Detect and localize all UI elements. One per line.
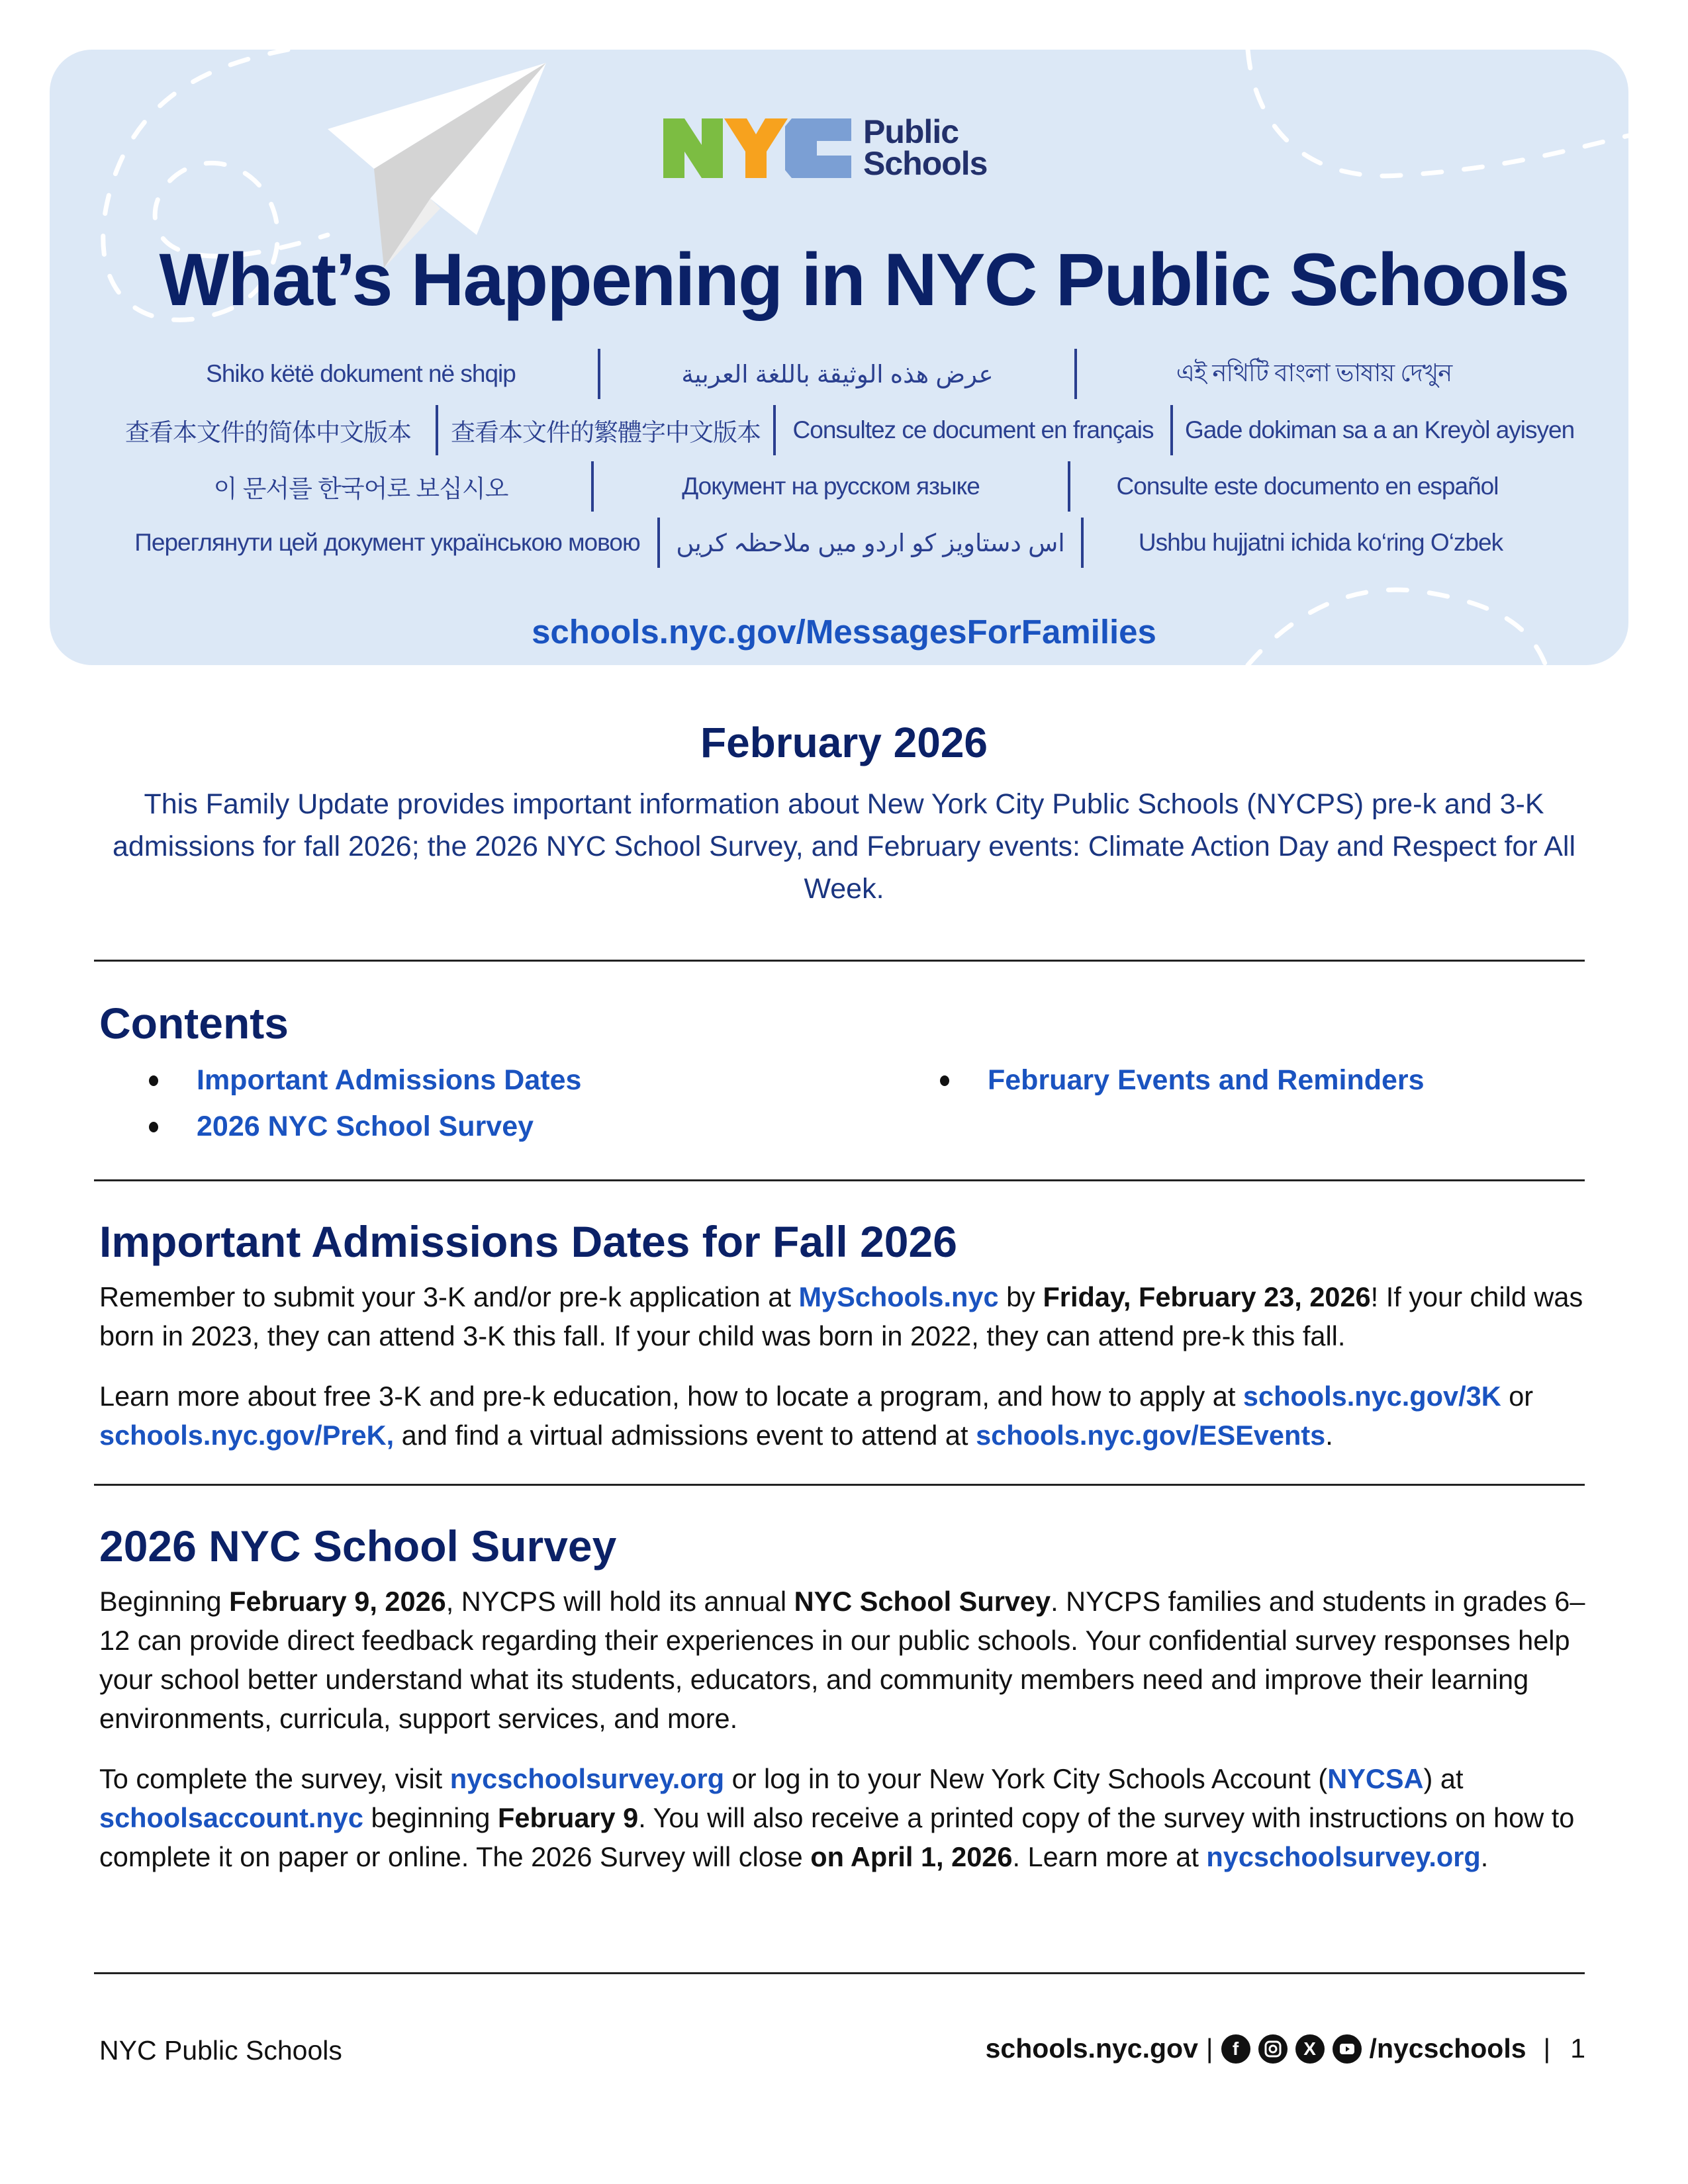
lang-link-haitian-creole[interactable]: Gade dokiman sa a an Kreyòl ayisyen: [1185, 416, 1575, 443]
admissions-heading: Important Admissions Dates for Fall 2026: [99, 1217, 957, 1266]
admissions-paragraph-1: Remember to submit your 3-K and/or pre-k application at MySchools.nyc by Friday, February 23, 2026! If your child was born in 2023, they can attend 3-K this fall. If your child was born in 2022, they can attend pre-k this fall.: [99, 1281, 1583, 1351]
divider: [94, 1972, 1585, 1974]
intro-text: This Family Update provides important information about New York City Public Schools (NYCPS) pre-k and 3-K admissions for fall 2026; the 2026 NYC School Survey, and February events: Climate Action Day and Respect for All Week.: [112, 788, 1576, 905]
language-row-3: [93, 460, 1582, 513]
lang-link-french[interactable]: Consultez ce document en français: [792, 416, 1154, 443]
nyc-public-schools-logo: [662, 113, 987, 182]
divider: [94, 960, 1585, 962]
divider: [94, 1179, 1585, 1181]
lang-link-spanish[interactable]: Consulte este documento en español: [1116, 473, 1499, 500]
separator: [1068, 461, 1070, 512]
survey-paragraph-1: Beginning February 9, 2026, NYCPS will hold its annual NYC School Survey. NYCPS families and students in grades 6–12 can provide direct feedback regarding their experiences in our public schools. Your confidential survey responses help your school better understand what its students, educators, and community members need and improve their learning environments, curricula, support services, and more.: [99, 1586, 1585, 1734]
separator: [773, 405, 776, 455]
toc-item-february-events[interactable]: February Events and Reminders: [940, 1064, 1425, 1097]
separator: [657, 518, 660, 568]
survey-paragraph-2: To complete the survey, visit nycschoolsurvey.org or log in to your New York City Schools Account (NYCSA) at schoolsaccount.nyc beginning February 9. You will also receive a printed copy of the survey with instructions on how to complete it on paper or online. The 2026 Survey will close on April 1, 2026. Learn more at nycschoolsurvey.org.: [99, 1763, 1575, 1872]
footer-site-link[interactable]: schools.nyc.gov: [985, 2033, 1198, 2064]
social-handle[interactable]: /nycschools: [1369, 2033, 1526, 2064]
prek-link[interactable]: schools.nyc.gov/PreK,: [99, 1420, 395, 1451]
separator: |: [1543, 2033, 1551, 2064]
page-title: What’s Happening in NYC Public Schools: [159, 238, 1569, 321]
facebook-icon[interactable]: f: [1221, 2034, 1250, 2064]
lang-link-russian[interactable]: Документ на русском языке: [682, 473, 980, 500]
separator: [1074, 349, 1077, 399]
schoolsaccount-link[interactable]: schoolsaccount.nyc: [99, 1802, 363, 1833]
separator: [1081, 518, 1084, 568]
messages-for-families-link[interactable]: schools.nyc.gov/MessagesForFamilies: [532, 613, 1156, 651]
instagram-icon[interactable]: [1258, 2034, 1288, 2064]
language-row-2: [93, 404, 1582, 457]
lang-link-chinese-traditional[interactable]: 查看本文件的繁體字中文版本: [451, 419, 761, 446]
footer-links: [986, 2033, 1585, 2064]
youtube-icon[interactable]: [1333, 2034, 1362, 2064]
divider: [94, 1484, 1585, 1486]
contents-heading: Contents: [99, 999, 289, 1048]
separator: |: [1205, 2033, 1213, 2064]
myschools-link[interactable]: MySchools.nyc: [798, 1281, 999, 1312]
separator: [1170, 405, 1173, 455]
lang-link-arabic[interactable]: عرض هذه الوثيقة باللغة العربية: [681, 360, 994, 388]
x-icon[interactable]: X: [1295, 2034, 1325, 2064]
lang-link-urdu[interactable]: اس دستاویز کو اردو میں ملاحظہ کریں: [676, 529, 1065, 557]
admissions-paragraph-2: Learn more about free 3-K and pre-k education, how to locate a program, and how to apply at schools.nyc.gov/3K or schools.nyc.gov/PreK, and find a virtual admissions event to attend at schools.nyc.gov/ESEvents.: [99, 1381, 1534, 1451]
bullet: [149, 1122, 158, 1132]
lang-link-albanian[interactable]: Shiko këtë dokument në shqip: [206, 360, 516, 387]
nycschoolsurvey-link-2[interactable]: nycschoolsurvey.org: [1206, 1841, 1481, 1872]
esevents-link[interactable]: schools.nyc.gov/ESEvents: [976, 1420, 1326, 1451]
lang-link-bengali[interactable]: এই নথিটি বাংলা ভাষায় দেখুন: [1176, 359, 1452, 387]
lang-link-uzbek[interactable]: Ushbu hujjatni ichida ko‘ring O‘zbek: [1138, 529, 1503, 556]
survey-heading: 2026 NYC School Survey: [99, 1522, 617, 1570]
toc-item-survey[interactable]: 2026 NYC School Survey: [149, 1111, 534, 1143]
footer-org-name: NYC Public Schools: [99, 2035, 342, 2066]
language-row-4: [93, 516, 1582, 569]
bullet: [940, 1075, 949, 1086]
lang-link-korean[interactable]: 이 문서를 한국어로 보십시오: [213, 475, 508, 502]
separator: [598, 349, 600, 399]
issue-month: February 2026: [700, 719, 988, 766]
toc-item-admissions[interactable]: Important Admissions Dates: [149, 1064, 581, 1097]
3k-link[interactable]: schools.nyc.gov/3K: [1243, 1381, 1501, 1412]
lang-link-ukrainian[interactable]: Переглянути цей документ українською мовою: [134, 529, 640, 556]
nycschoolsurvey-link[interactable]: nycschoolsurvey.org: [449, 1763, 725, 1794]
page-number: 1: [1570, 2033, 1585, 2064]
nycsa-link[interactable]: NYCSA: [1327, 1763, 1424, 1794]
lang-link-chinese-simplified[interactable]: 查看本文件的简体中文版本: [125, 419, 411, 446]
nyc-logo-letters: [662, 114, 854, 181]
separator: [436, 405, 438, 455]
language-row-1: [93, 347, 1582, 400]
logo-wordmark: Public Schools: [863, 113, 988, 182]
separator: [591, 461, 594, 512]
bullet: [149, 1075, 158, 1086]
